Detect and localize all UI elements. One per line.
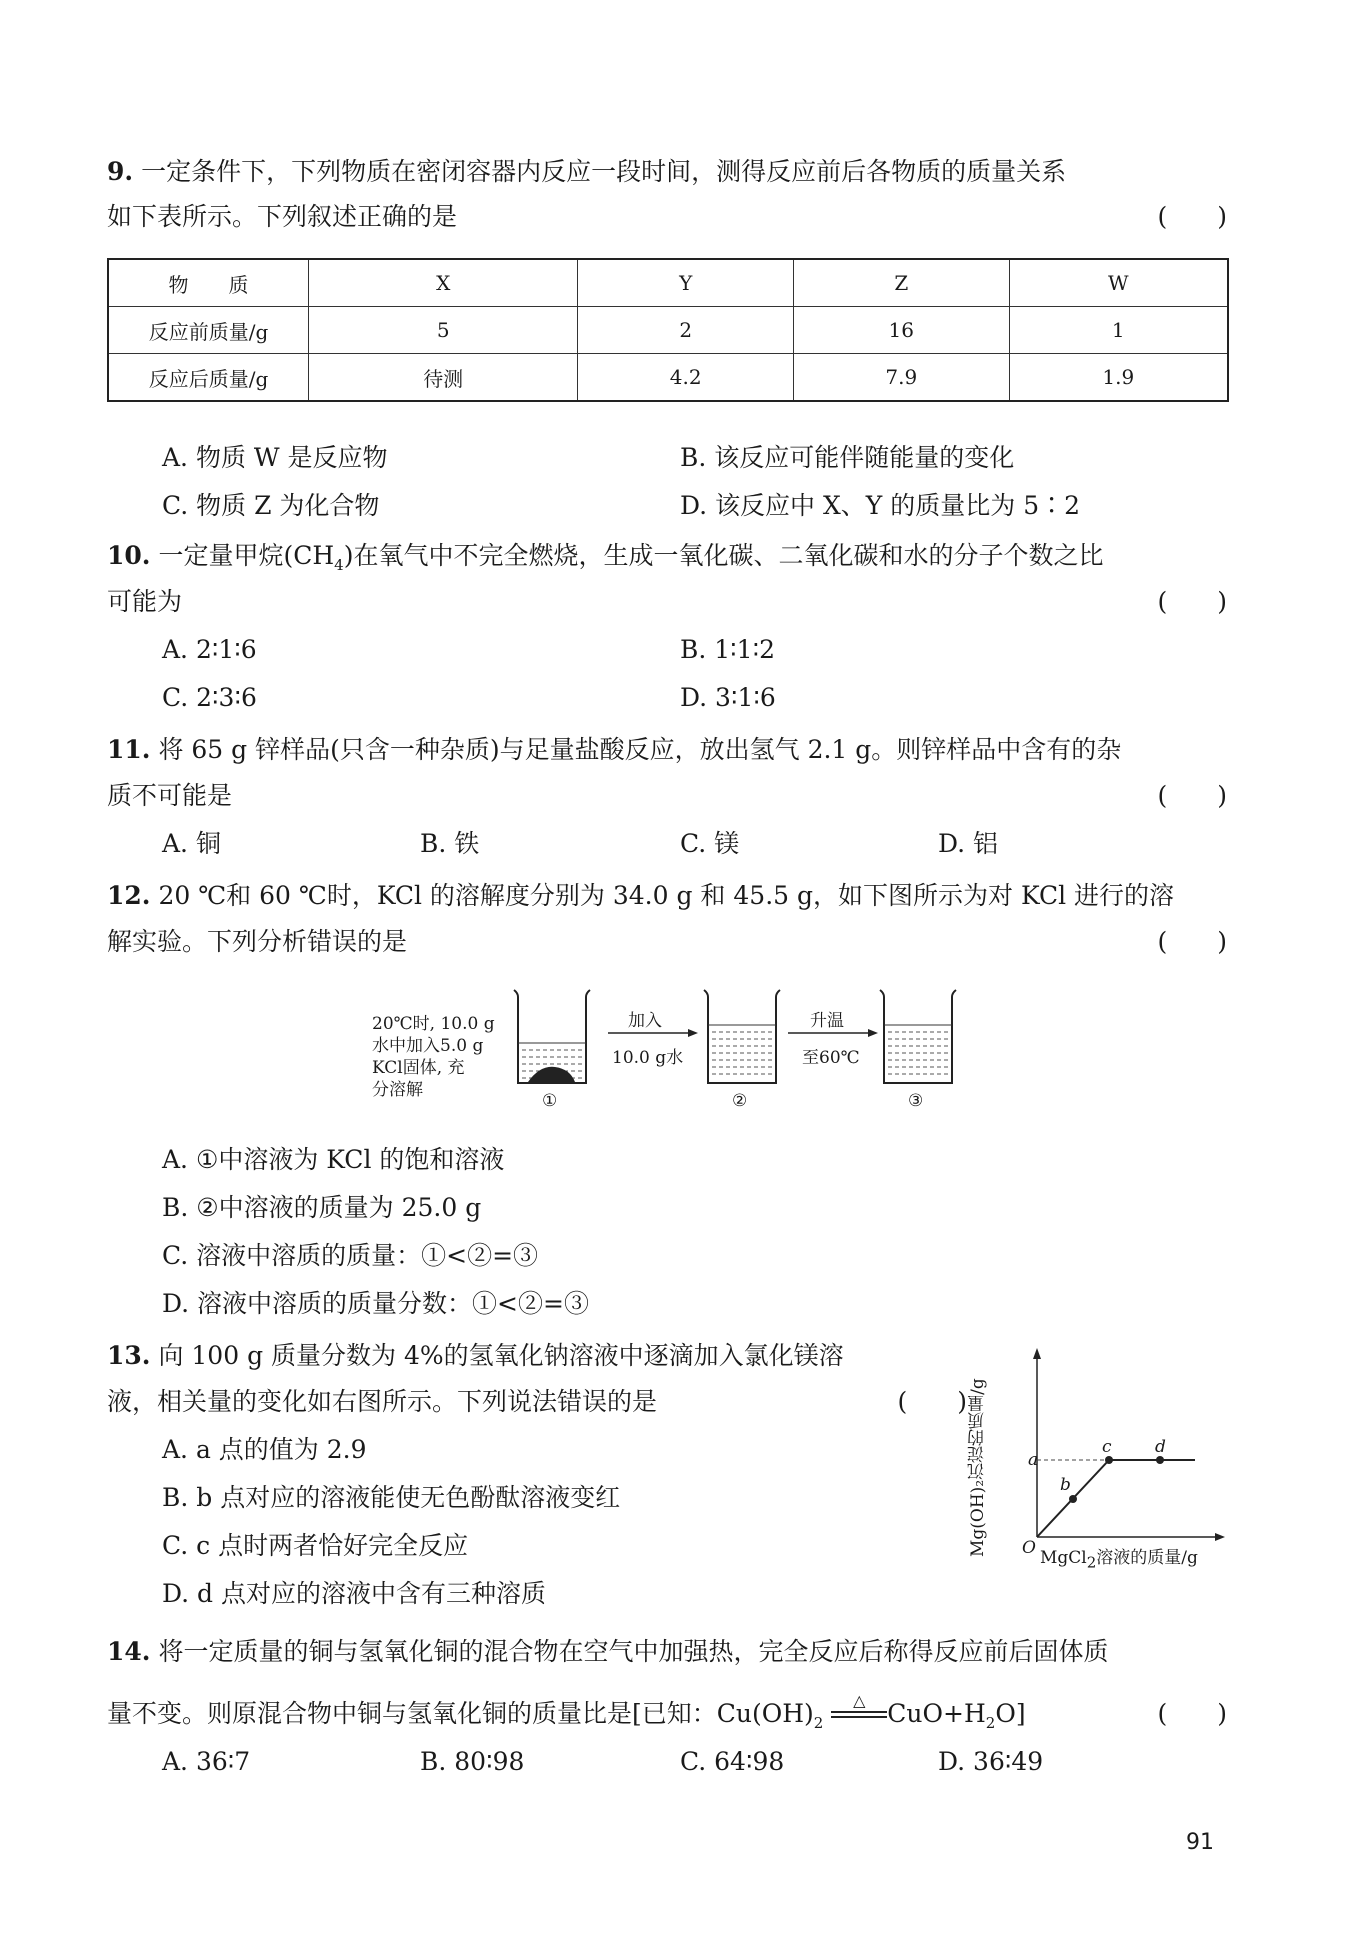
question-text-line1: 向 100 g 质量分数为 4%的氢氧化钠溶液中逐滴加入氯化镁溶	[158, 1341, 844, 1370]
arrow1-bottom-label: 10.0 g水	[612, 1048, 684, 1068]
question-14-line2	[107, 1690, 1227, 1747]
heat-icon: △	[853, 1691, 866, 1710]
reaction-arrow	[831, 1691, 887, 1722]
answer-bracket: ( )	[1157, 202, 1227, 231]
question-text-line2: 可能为	[107, 587, 183, 616]
option-d: D. 溶液中溶质的质量分数：①<②=③	[162, 1289, 589, 1318]
option-b: B. 80∶98	[420, 1747, 525, 1776]
question-9	[107, 148, 1227, 195]
precipitate-line	[1037, 1460, 1195, 1537]
option-b: B. 该反应可能伴随能量的变化	[680, 443, 1015, 472]
beaker-label: ②	[732, 1091, 748, 1111]
table-row	[108, 354, 1228, 402]
table-cell: 待测	[309, 354, 578, 402]
table-cell: 1.9	[1009, 354, 1228, 402]
option-c: C. 镁	[680, 829, 740, 858]
table-row	[108, 307, 1228, 354]
description-line: 分溶解	[372, 1080, 423, 1100]
question-text-line2: 液，相关量的变化如右图所示。下列说法错误的是	[107, 1387, 658, 1416]
answer-bracket: ( )	[897, 1387, 967, 1416]
table-cell: Z	[793, 259, 1009, 307]
experiment-description	[372, 1013, 512, 1101]
label-a: a	[1028, 1450, 1039, 1470]
beaker-icon	[704, 990, 780, 1083]
question-number: 11.	[107, 735, 151, 764]
option-c: C. 2∶3∶6	[162, 683, 257, 712]
question-number: 13.	[107, 1341, 151, 1370]
option-a: A. ①中溶液为 KCl 的饱和溶液	[162, 1145, 505, 1174]
table-cell: 5	[309, 307, 578, 354]
answer-bracket: ( )	[1157, 587, 1227, 616]
question-text-line1: 一定条件下，下列物质在密闭容器内反应一段时间，测得反应前后各物质的质量关系	[141, 157, 1067, 186]
question-11-line2	[107, 772, 1227, 819]
arrow2-top-label: 升温	[810, 1011, 844, 1031]
question-text-a: 量不变。则原混合物中铜与氢氧化铜的质量比是[已知：Cu(OH)	[107, 1699, 814, 1728]
answer-bracket: ( )	[1157, 1699, 1227, 1728]
table-cell: 4.2	[578, 354, 794, 402]
beaker-label: ③	[908, 1091, 924, 1111]
subscript: 2	[985, 1714, 996, 1732]
option-d: D. d 点对应的溶液中含有三种溶质	[162, 1579, 546, 1608]
solid-precipitate	[528, 1067, 575, 1082]
option-a: A. 物质 W 是反应物	[162, 443, 388, 472]
table-cell: 反应前质量/g	[108, 307, 309, 354]
table-cell: 2	[578, 307, 794, 354]
point-b	[1069, 1495, 1077, 1503]
question-number: 10.	[107, 541, 151, 570]
question-text-b: CuO+H	[887, 1699, 986, 1728]
beaker-icon	[880, 990, 956, 1083]
page-number: 91	[1186, 1830, 1214, 1855]
option-d: D. 铝	[938, 829, 999, 858]
option-c: C. 溶液中溶质的质量：①<②=③	[162, 1241, 539, 1270]
beaker-icon	[514, 990, 590, 1083]
question-14	[107, 1628, 1227, 1675]
option-a: A. a 点的值为 2.9	[162, 1435, 367, 1464]
table-cell: Y	[578, 259, 794, 307]
table-cell: 反应后质量/g	[108, 354, 309, 402]
question-13	[107, 1332, 967, 1379]
option-b: B. 铁	[420, 829, 480, 858]
table-header-row	[108, 259, 1228, 307]
question-number: 12.	[107, 881, 151, 910]
option-d: D. 该反应中 X、Y 的质量比为 5∶2	[680, 491, 1081, 520]
option-a: A. 2∶1∶6	[162, 635, 257, 664]
subscript: 2	[813, 1714, 824, 1732]
question-text-a: 一定量甲烷(CH	[158, 541, 335, 570]
question-number: 9.	[107, 157, 134, 186]
answer-bracket: ( )	[1157, 927, 1227, 956]
option-a: A. 36∶7	[162, 1747, 251, 1776]
y-axis-label: Mg(OH)₂沉淀的质量/g	[968, 1378, 988, 1558]
question-text-line1: 将 65 g 锌样品(只含一种杂质)与足量盐酸反应，放出氢气 2.1 g。则锌样品中含有的杂	[158, 735, 1122, 764]
table-cell: W	[1009, 259, 1228, 307]
label-b: b	[1060, 1475, 1071, 1495]
question-11	[107, 726, 1227, 773]
table-cell: X	[309, 259, 578, 307]
question-text-line2: 解实验。下列分析错误的是	[107, 927, 408, 956]
question-12	[107, 872, 1227, 919]
answer-bracket: ( )	[1157, 781, 1227, 810]
label-d: d	[1155, 1437, 1166, 1457]
description-line: 20℃时, 10.0 g	[372, 1014, 495, 1034]
question-text-line1: 将一定质量的铜与氢氧化铜的混合物在空气中加强热，完全反应后称得反应前后固体质	[158, 1637, 1109, 1666]
question-number: 14.	[107, 1637, 151, 1666]
origin-label: O	[1022, 1538, 1036, 1558]
option-c: C. 64∶98	[680, 1747, 785, 1776]
question-text-b: )在氧气中不完全燃烧，生成一氧化碳、二氧化碳和水的分子个数之比	[343, 541, 1104, 570]
arrow2-bottom-label: 至60℃	[802, 1048, 860, 1068]
option-c: C. 物质 Z 为化合物	[162, 491, 380, 520]
question-text-line1: 20 ℃和 60 ℃时，KCl 的溶解度分别为 34.0 g 和 45.5 g，如下图所示为对 KCl 进行的溶	[158, 881, 1175, 910]
question-text-line2: 如下表所示。下列叙述正确的是	[107, 202, 458, 231]
table-cell: 16	[793, 307, 1009, 354]
option-b: B. ②中溶液的质量为 25.0 g	[162, 1193, 482, 1222]
option-b: B. 1∶1∶2	[680, 635, 775, 664]
table-cell: 物 质	[108, 259, 309, 307]
question-9-line2	[107, 193, 1227, 240]
label-c: c	[1102, 1437, 1112, 1457]
question-text-line2: 质不可能是	[107, 781, 233, 810]
question-12-line2	[107, 918, 1227, 965]
question-text-c: O]	[995, 1699, 1026, 1728]
option-c: C. c 点时两者恰好完全反应	[162, 1531, 469, 1560]
option-a: A. 铜	[162, 829, 221, 858]
question-10-line2	[107, 578, 1227, 625]
beaker-label: ①	[542, 1091, 558, 1111]
question-13-line2	[107, 1378, 967, 1425]
option-d: D. 3∶1∶6	[680, 683, 776, 712]
x-axis-label: MgCl$_2$溶液的质量/g	[1040, 1548, 1198, 1572]
option-d: D. 36∶49	[938, 1747, 1044, 1776]
arrow1-top-label: 加入	[628, 1011, 662, 1031]
mass-table	[107, 258, 1229, 402]
description-line: KCl固体, 充	[372, 1058, 465, 1078]
subscript: 4	[334, 556, 344, 574]
table-cell: 7.9	[793, 354, 1009, 402]
table-cell: 1	[1009, 307, 1228, 354]
description-line: 水中加入5.0 g	[372, 1036, 484, 1056]
option-b: B. b 点对应的溶液能使无色酚酞溶液变红	[162, 1483, 621, 1512]
